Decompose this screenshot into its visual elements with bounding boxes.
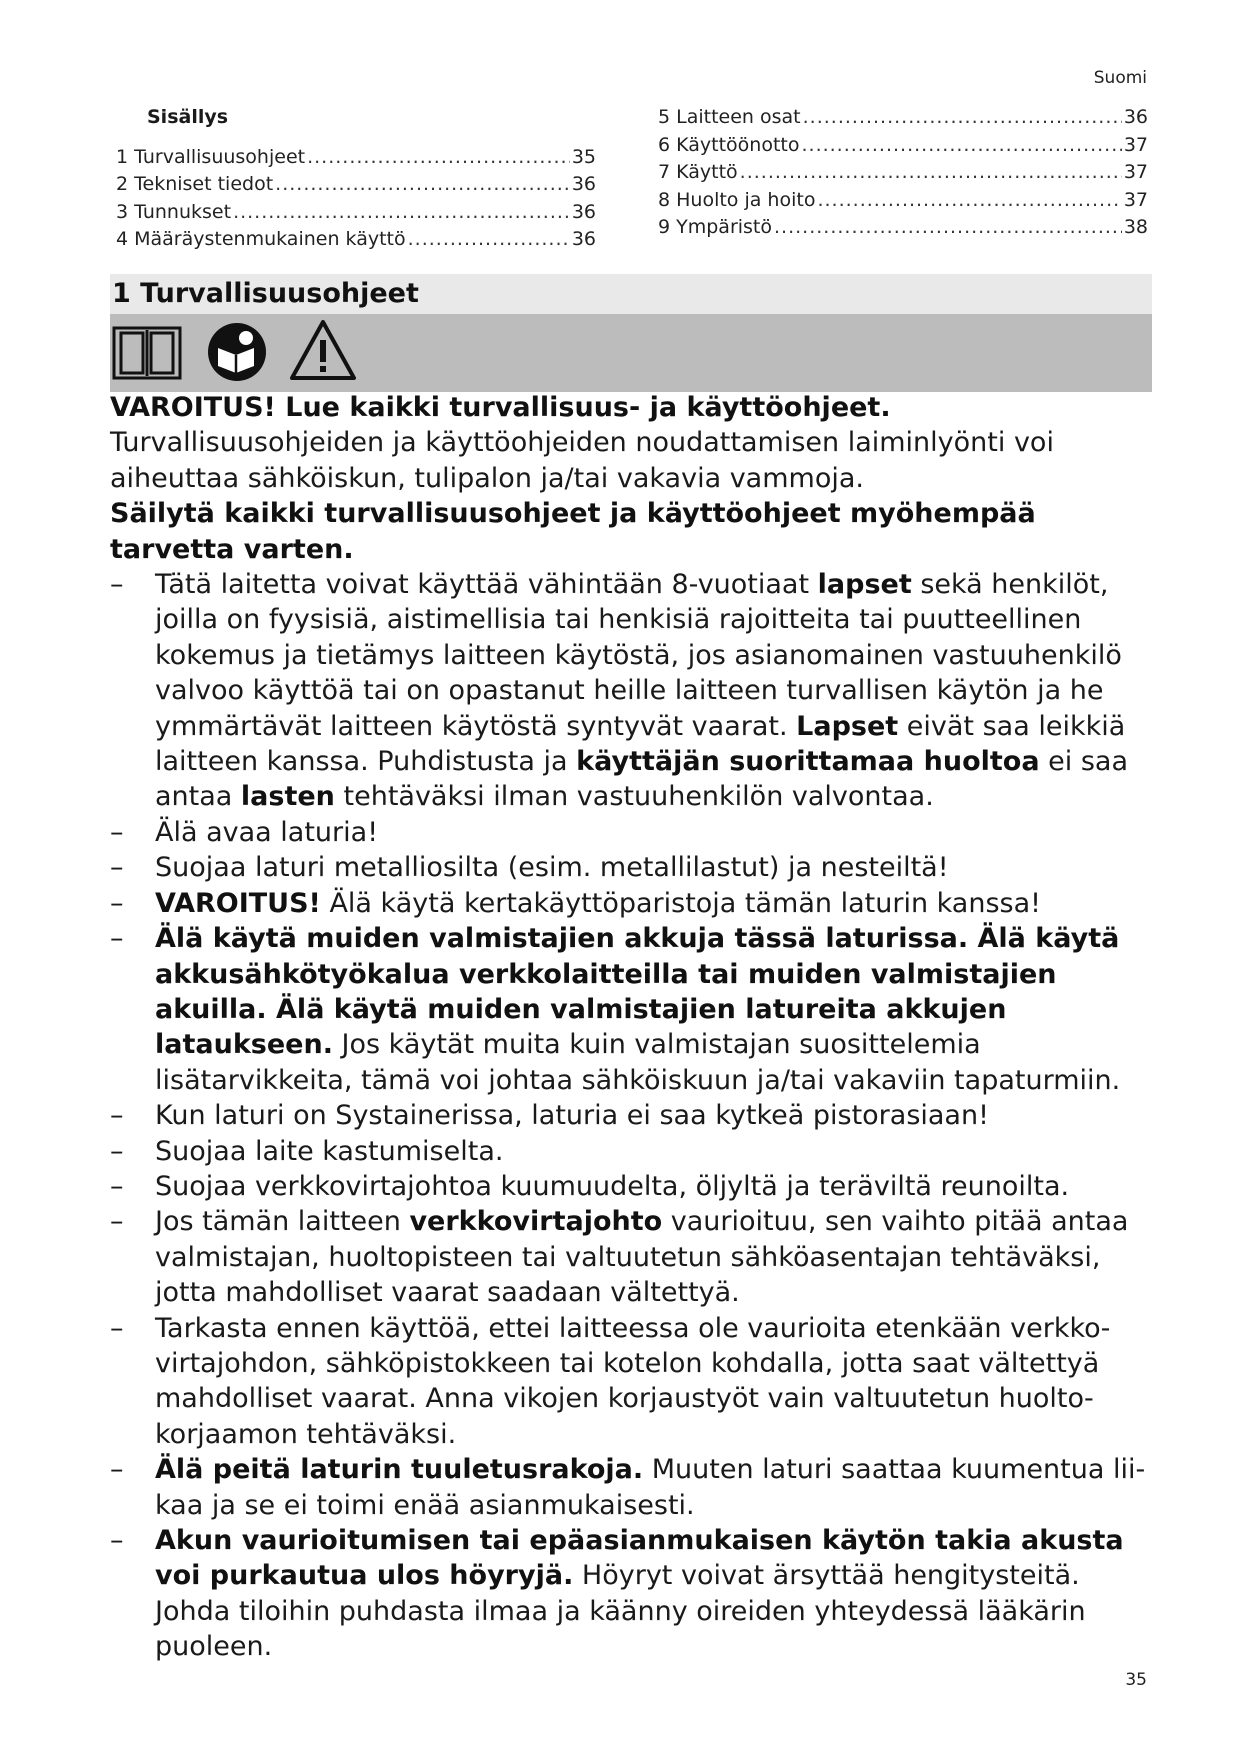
safety-list — [110, 567, 1160, 1665]
toc-entry[interactable]: 3 Tunnukset ..... 36 — [116, 199, 596, 227]
manual-book-icon — [112, 324, 182, 382]
list-item: – VAROITUS! Älä käytä kertakäyttöparistoja tämän laturin kanssa! — [110, 887, 1041, 919]
table-of-contents-right — [658, 104, 1148, 242]
safety-icons-bar — [110, 314, 1152, 392]
toc-entry[interactable]: 7 Käyttö ..... 37 — [658, 159, 1148, 187]
list-item: – Tätä laitetta voivat käyttää vähintään 8-vuotiaat lapset sekä henkilöt, joilla on fyysisiä, aistimellisia tai henkisiä rajoitteita tai puutteellinen kokemus ja tietämys laitteen käytöstä, jos asianomainen vastuuhenkilö valvoo käyttöä tai on opastanut heille laitteen turvallisen käytön ja he ymmärtävät laitteen käytöstä syntyvät vaarat. Lapset eivät saa leikkiä laitteen kanssa. Puhdistusta ja käyttäjän suorittamaa huoltoa ei saa antaa lasten tehtäväksi ilman vastuuhenkilön valvontaa. — [110, 569, 1129, 813]
toc-entry[interactable]: 6 Käyttöönotto ..... 37 — [658, 132, 1148, 160]
toc-entry[interactable]: 4 Määräystenmukainen käyttö ..... 36 — [116, 226, 596, 254]
list-item: – Älä peitä laturin tuuletusrakoja. Muuten laturi saattaa kuumentua liikaa ja se ei toimi enää asianmukaisesti. — [110, 1454, 1146, 1521]
section-heading: 1 Turvallisuusohjeet — [112, 278, 419, 309]
safety-instructions-body — [110, 390, 1160, 1665]
language-label: Suomi — [1093, 68, 1147, 88]
list-item: – Kun laturi on Systainerissa, laturia ei saa kytkeä pistorasiaan! — [110, 1100, 989, 1132]
list-item: – Suojaa verkkovirtajohtoa kuumuudelta, öljyltä ja teräviltä reunoilta. — [110, 1170, 1070, 1202]
list-item: – Akun vaurioitumisen tai epäasianmukaisen käytön takia akusta voi purkautua ulos höyryjä. Höyryt voivat ärsyttää hengitysteitä. Johda tiloihin puhdasta ilmaa ja käänny oireiden yhteydessä lääkärin puoleen. — [110, 1525, 1124, 1663]
read-manual-icon — [206, 321, 268, 383]
list-item: – Suojaa laite kastumiselta. — [110, 1135, 504, 1167]
list-item: – Tarkasta ennen käyttöä, ettei laitteessa ole vaurioita etenkään verkkovirtajohdon, sähköpistokkeen tai kotelon kohdalla, jotta saat vältettyä mahdolliset vaarat. Anna vikojen korjaustyöt vain valtuutetun huoltokorjaamon tehtäväksi. — [110, 1312, 1111, 1450]
list-item: – Suojaa laturi metalliosilta (esim. metallilastut) ja nesteiltä! — [110, 852, 949, 884]
warning-triangle-icon — [288, 318, 358, 382]
toc-entry[interactable]: 2 Tekniset tiedot ..... 36 — [116, 171, 596, 199]
section-heading-bar — [110, 274, 1152, 314]
page-number: 35 — [1125, 1670, 1147, 1690]
warning-paragraph: VAROITUS! Lue kaikki turvallisuus- ja käyttöohjeet. Turvallisuusohjeiden ja käyttöohjeiden noudattamisen laiminlyönti voi aiheuttaa sähköiskun, tulipalon ja/tai vakavia vammoja. — [110, 392, 1054, 494]
list-item: – Älä avaa laturia! — [110, 816, 379, 848]
toc-entry[interactable]: 1 Turvallisuusohjeet ..... 35 — [116, 144, 596, 172]
toc-title: Sisällys — [147, 106, 229, 128]
keep-instructions-paragraph: Säilytä kaikki turvallisuusohjeet ja käyttöohjeet myöhempää tarvetta varten. — [110, 498, 1036, 565]
list-item: – Jos tämän laitteen verkkovirtajohto vaurioituu, sen vaihto pitää antaa valmistajan, huoltopisteen tai valtuutetun sähköasentajan tehtäväksi, jotta mahdolliset vaarat saadaan vältettyä. — [110, 1206, 1129, 1309]
list-item: – Älä käytä muiden valmistajien akkuja tässä laturissa. Älä käytä akkusähkötyökalua verkkolaitteilla tai muiden valmistajien akuilla. Älä käytä muiden valmistajien latureita akkujen lataukseen. Jos käytät muita kuin valmistajan suosittelemia lisätarvikkeita, tämä voi johtaa sähköiskuun ja/tai vakaviin tapaturmiin. — [110, 923, 1121, 1096]
table-of-contents-left — [116, 104, 596, 254]
toc-entry[interactable]: 9 Ympäristö ..... 38 — [658, 214, 1148, 242]
toc-entry[interactable]: 8 Huolto ja hoito ..... 37 — [658, 187, 1148, 215]
toc-entry[interactable]: 5 Laitteen osat ..... 36 — [658, 104, 1148, 132]
